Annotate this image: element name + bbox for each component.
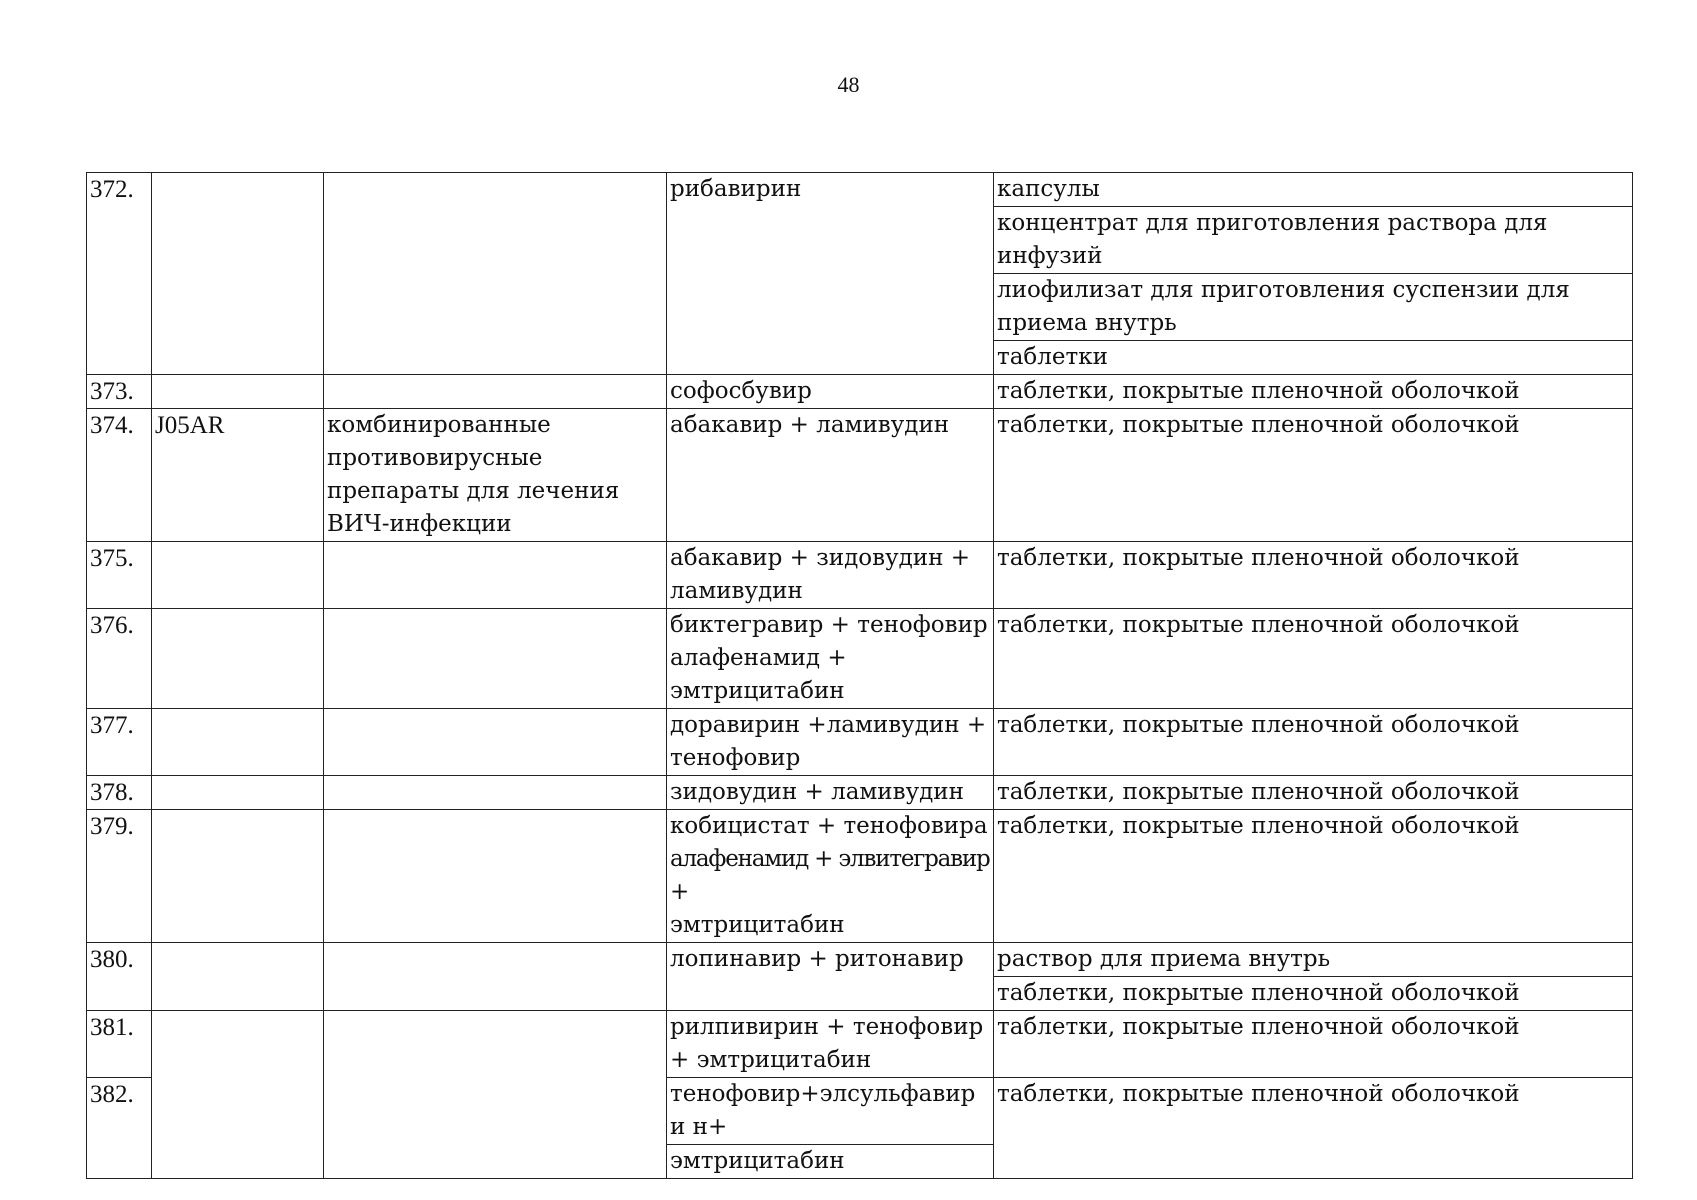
dosage-form-cell: концентрат для приготовления раствора для инфузий	[994, 207, 1633, 274]
atc-code-cell	[152, 709, 324, 776]
row-number: 373.	[87, 375, 152, 409]
row-number: 377.	[87, 709, 152, 776]
drug-name-cell: биктегравир + тенофовир алафенамид + эмтрицитабин	[667, 609, 994, 709]
row-number: 374.	[87, 409, 152, 542]
group-name-cell	[324, 810, 667, 943]
drug-name-cell: рибавирин	[667, 173, 994, 375]
atc-code-cell	[152, 810, 324, 943]
table-row	[87, 943, 1633, 977]
table-row	[87, 375, 1633, 409]
dosage-form-cell: раствор для приема внутрь	[994, 943, 1633, 977]
drug-name-cell: зидовудин + ламивудин	[667, 776, 994, 810]
table-row	[87, 810, 1633, 943]
group-name-cell	[324, 375, 667, 409]
drug-name-cell	[667, 810, 994, 943]
atc-code-cell	[152, 375, 324, 409]
group-name-cell	[324, 943, 667, 1011]
drug-name-cell: лопинавир + ритонавир	[667, 943, 994, 1011]
row-number: 376.	[87, 609, 152, 709]
table-row	[87, 409, 1633, 542]
row-number: 375.	[87, 542, 152, 609]
dosage-form-cell: таблетки, покрытые пленочной оболочкой	[994, 1011, 1633, 1078]
dosage-form-cell: таблетки, покрытые пленочной оболочкой	[994, 709, 1633, 776]
drug-name-line: эмтрицитабин	[670, 912, 845, 938]
group-name-cell	[324, 776, 667, 810]
table-row	[87, 1011, 1633, 1078]
table-row	[87, 776, 1633, 810]
atc-code-cell	[152, 1011, 324, 1179]
table-row	[87, 173, 1633, 207]
dosage-form-cell: таблетки, покрытые пленочной оболочкой	[994, 776, 1633, 810]
row-number: 380.	[87, 943, 152, 1011]
drug-name-cell: софосбувир	[667, 375, 994, 409]
drug-name-line: алафенамид + элвитегравир +	[670, 846, 990, 905]
drug-name-cell: тенофовир+элсульфавири н+	[667, 1078, 994, 1145]
group-name-cell: комбинированные противовирусные препараты для лечения ВИЧ-инфекции	[324, 409, 667, 542]
atc-code-cell	[152, 173, 324, 375]
group-name-cell	[324, 173, 667, 375]
group-name-cell	[324, 709, 667, 776]
row-number: 372.	[87, 173, 152, 375]
table-row	[87, 609, 1633, 709]
group-name-cell	[324, 542, 667, 609]
atc-code-cell: J05AR	[152, 409, 324, 542]
dosage-form-cell: таблетки, покрытые пленочной оболочкой	[994, 810, 1633, 943]
drug-name-cell: доравирин +ламивудин + тенофовир	[667, 709, 994, 776]
row-number: 379.	[87, 810, 152, 943]
dosage-form-cell: лиофилизат для приготовления суспензии для приема внутрь	[994, 274, 1633, 341]
dosage-form-cell: таблетки, покрытые пленочной оболочкой	[994, 977, 1633, 1011]
drug-name-line: кобицистат + тенофовира	[670, 813, 988, 839]
atc-code-cell	[152, 542, 324, 609]
drug-table	[86, 172, 1633, 1179]
dosage-form-cell: таблетки, покрытые пленочной оболочкой	[994, 609, 1633, 709]
row-number: 381.	[87, 1011, 152, 1078]
group-name-cell	[324, 609, 667, 709]
drug-name-cell: эмтрицитабин	[667, 1145, 994, 1179]
table-row	[87, 542, 1633, 609]
atc-code-cell	[152, 609, 324, 709]
row-number: 382.	[87, 1078, 152, 1179]
atc-code-cell	[152, 943, 324, 1011]
table-row	[87, 709, 1633, 776]
dosage-form-cell: таблетки, покрытые пленочной оболочкой	[994, 375, 1633, 409]
dosage-form-cell: таблетки	[994, 341, 1633, 375]
atc-code-cell	[152, 776, 324, 810]
drug-name-cell: абакавир + ламивудин	[667, 409, 994, 542]
dosage-form-cell: таблетки, покрытые пленочной оболочкой	[994, 1078, 1633, 1179]
group-name-cell	[324, 1011, 667, 1179]
dosage-form-cell: таблетки, покрытые пленочной оболочкой	[994, 542, 1633, 609]
drug-name-cell: рилпивирин + тенофовир + эмтрицитабин	[667, 1011, 994, 1078]
drug-name-cell: абакавир + зидовудин + ламивудин	[667, 542, 994, 609]
dosage-form-cell: капсулы	[994, 173, 1633, 207]
dosage-form-cell: таблетки, покрытые пленочной оболочкой	[994, 409, 1633, 542]
row-number: 378.	[87, 776, 152, 810]
page-number: 48	[837, 72, 860, 97]
